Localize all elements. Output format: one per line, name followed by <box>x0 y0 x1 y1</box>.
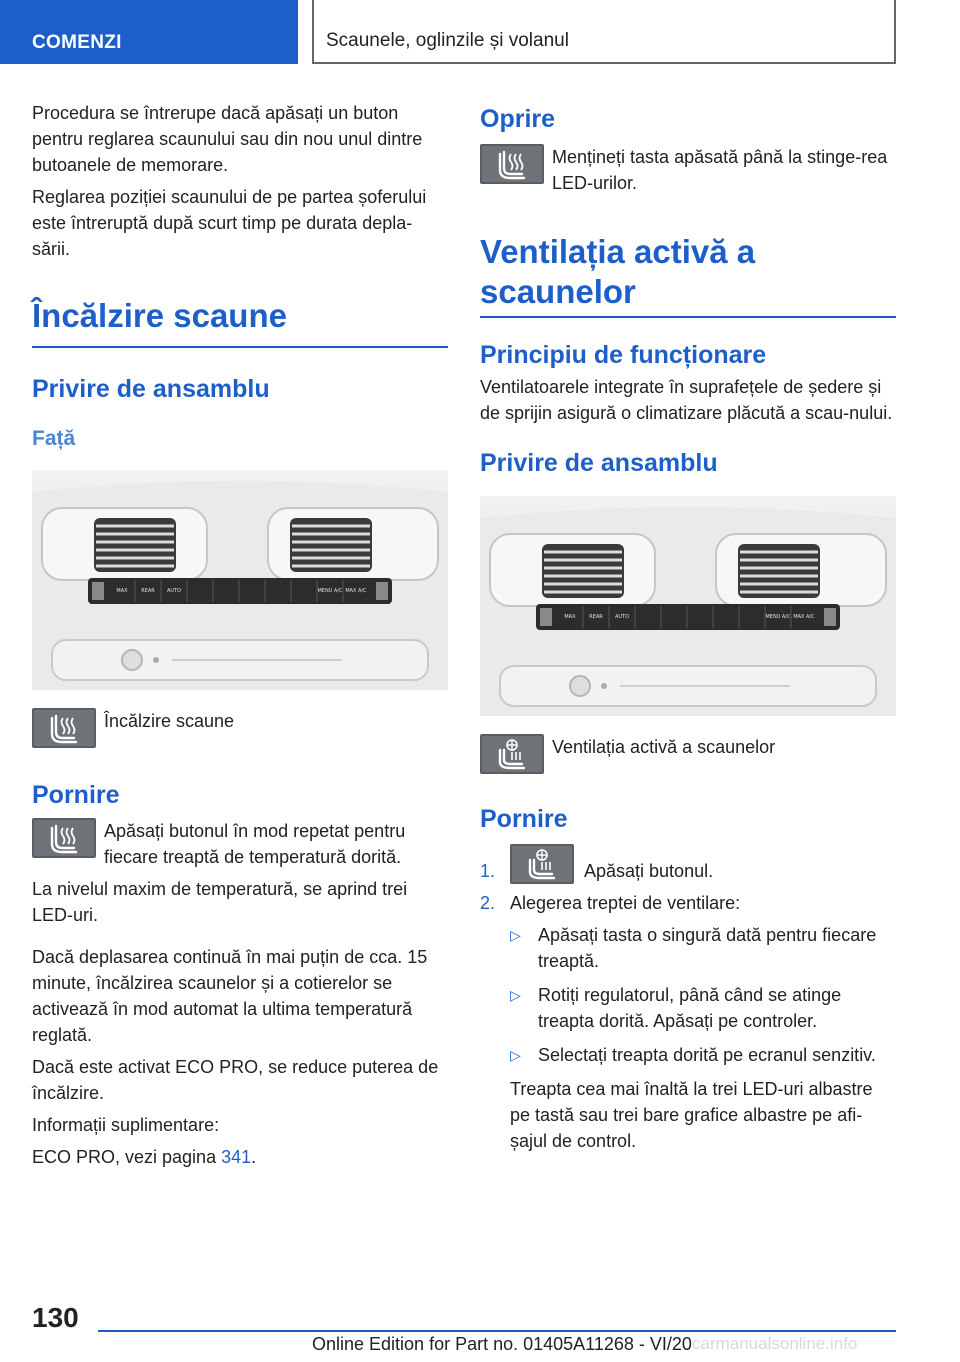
ventilation-icon-caption-row <box>480 734 896 774</box>
seat-heating-icon <box>480 144 544 184</box>
eco-reference <box>32 1144 448 1170</box>
footer-rule <box>98 1330 896 1332</box>
stop-instruction-row <box>480 144 896 196</box>
panel-btn-label-9: MAX A/C <box>345 588 367 594</box>
info-paragraph: Informații suplimentare: <box>32 1115 220 1135</box>
principle-title: Principiu de funcționare <box>480 341 767 369</box>
substep-text: Rotiți regulatorul, până când se atinge treapta dorită. Apăsați pe controler. <box>538 985 842 1031</box>
led-paragraph: La nivelul maxim de temperatură, se aprind trei LED-uri. <box>32 879 408 925</box>
substep-text: Selectați treapta dorită pe ecranul senzitiv. <box>538 1045 876 1065</box>
panel-btn-label-3: AUTO <box>166 588 182 594</box>
step-number: 2. <box>480 893 496 913</box>
dashboard-photo-ventilation <box>480 496 896 716</box>
page-number: 130 <box>32 1302 79 1333</box>
seat-heating-icon <box>32 818 96 858</box>
steps-list <box>480 844 896 1154</box>
ventilation-title-line-1: Ventilația activă a <box>480 233 756 270</box>
panel-btn-label-2: REAR <box>141 588 155 594</box>
panel-btn-label-1: MAX <box>116 588 128 594</box>
triangle-bullet-icon: ▷ <box>510 927 521 943</box>
list-item <box>510 1042 896 1068</box>
heating-icon-caption: Încălzire scaune <box>104 711 235 731</box>
chapter-title: Scaunele, oglinzile și volanul <box>326 30 569 51</box>
stop-instruction: Mențineți tasta apăsată până la stinge‐rea LED-urilor. <box>552 147 888 193</box>
front-label: Față <box>32 427 76 450</box>
left-column <box>32 100 448 1176</box>
step-text: Alegerea treptei de ventilare: <box>510 893 741 913</box>
seat-heating-icon <box>32 708 96 748</box>
list-item <box>510 922 896 974</box>
principle-text: Ventilatoarele integrate în suprafețele de ședere și de sprijin asigură o climatizare plăcută a scau‐nului. <box>480 377 893 423</box>
start-instruction: Apăsați butonul în mod repetat pentru fiecare treaptă de temperatură dorită. <box>104 821 406 867</box>
ventilation-icon-caption: Ventilația activă a scaunelor <box>552 737 776 757</box>
step-text: Apăsați butonul. <box>584 861 714 881</box>
panel-btn-label-1: MAX <box>564 614 576 620</box>
intro-paragraph-2: Reglarea poziției scaunului de pe partea șoferului este întreruptă după scurt timp pe durata depla‐sării. <box>32 187 427 259</box>
panel-btn-label-9: MAX A/C <box>793 614 815 620</box>
list-item <box>480 890 896 1154</box>
substeps-list <box>510 922 896 1068</box>
panel-btn-label-3: AUTO <box>614 614 630 620</box>
panel-btn-label-2: REAR <box>589 614 603 620</box>
seat-ventilation-icon <box>510 844 574 884</box>
right-column <box>480 100 896 1160</box>
seat-ventilation-icon <box>480 734 544 774</box>
eco-paragraph: Dacă este activat ECO PRO, se reduce puterea de încălzire. <box>32 1057 439 1103</box>
ventilation-title-line-2: scaunelor <box>480 273 636 310</box>
eco-page-link[interactable]: 341 <box>221 1147 252 1167</box>
dashboard-illustration <box>32 470 448 690</box>
list-item <box>480 844 896 884</box>
section-tab-label: COMENZI <box>32 32 122 53</box>
section-tab[interactable] <box>0 0 298 64</box>
substep-text: Apăsați tasta o singură dată pentru fiecare treaptă. <box>538 925 877 971</box>
step-number: 1. <box>480 861 496 881</box>
intro-paragraph-1: Procedura se întrerupe dacă apăsați un buton pentru reglarea scaunului sau din nou unul dintre butoanele de memorare. <box>32 103 423 175</box>
chapter-header <box>312 0 896 64</box>
panel-btn-label-8: MENU A/C <box>765 614 791 620</box>
start-title: Pornire <box>32 781 120 809</box>
eco-reference-end: . <box>251 1147 257 1167</box>
eco-reference-text: ECO PRO, vezi pagina <box>32 1147 217 1167</box>
triangle-bullet-icon: ▷ <box>510 1047 521 1063</box>
title-rule <box>32 346 448 348</box>
list-item <box>510 982 896 1034</box>
dashboard-photo-front <box>32 470 448 690</box>
title-rule <box>480 316 896 318</box>
closing-text: Treapta cea mai înaltă la trei LED-uri albastre pe tastă sau trei bare grafice albastre pe afi‐șajul de control. <box>510 1079 873 1151</box>
overview-title: Privire de ansamblu <box>32 375 270 403</box>
start-title: Pornire <box>480 805 568 833</box>
overview-title: Privire de ansamblu <box>480 449 718 477</box>
dashboard-illustration <box>480 496 896 716</box>
stop-title: Oprire <box>480 105 556 133</box>
auto-paragraph: Dacă deplasarea continuă în mai puțin de cca. 15 minute, încălzirea scaunelor și a cotierelor se activează în mod automat la ultima temperatură reglată. <box>32 947 428 1045</box>
start-instruction-row <box>32 818 448 870</box>
edition-text: Online Edition for Part no. 01405A11268 - VI/20 <box>312 1334 692 1354</box>
heating-title: Încălzire scaune <box>32 297 287 334</box>
heating-icon-caption-row <box>32 708 448 748</box>
triangle-bullet-icon: ▷ <box>510 987 521 1003</box>
panel-btn-label-8: MENU A/C <box>317 588 343 594</box>
watermark: carmanualsonline.info <box>692 1334 858 1353</box>
